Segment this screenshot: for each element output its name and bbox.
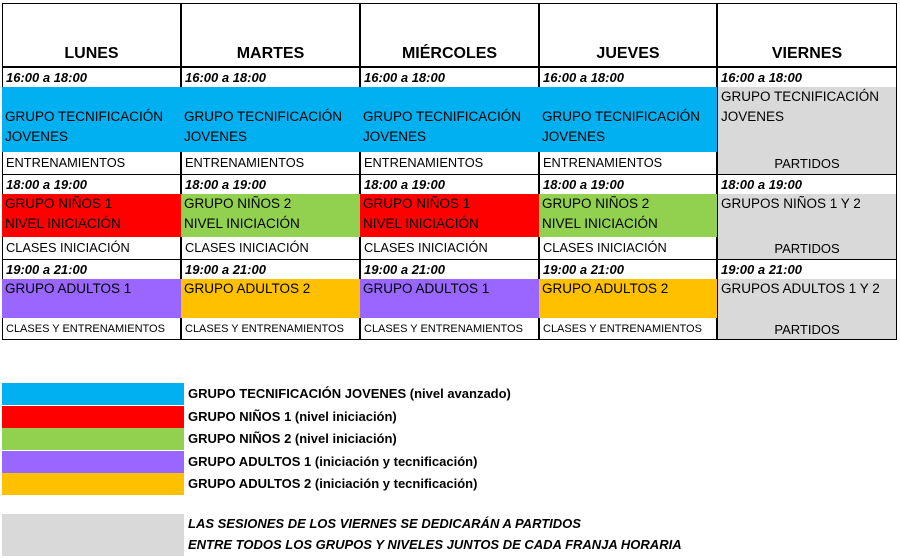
legend-item <box>2 383 682 405</box>
slot-time: 16:00 a 18:00 <box>2 67 181 87</box>
group-name-line: JOVENES <box>542 129 606 144</box>
group-name-line: GRUPO NIÑOS 1 <box>5 196 113 211</box>
group-name-line: GRUPO ADULTOS 1 <box>363 281 490 296</box>
group-block <box>2 87 181 152</box>
activity-label: ENTRENAMIENTOS <box>539 152 717 174</box>
friday-block <box>717 87 897 174</box>
group-name-line: JOVENES <box>363 129 427 144</box>
day-header: MIÉRCOLES <box>360 3 539 67</box>
activity-label: CLASES Y ENTRENAMIENTOS <box>360 318 539 340</box>
slot-time: 16:00 a 18:00 <box>181 67 360 87</box>
friday-block <box>717 194 897 259</box>
day-header: MARTES <box>181 3 360 67</box>
day-header: VIERNES <box>717 3 897 67</box>
day-header: JUEVES <box>539 3 717 67</box>
legend-label: GRUPO TECNIFICACIÓN JOVENES (nivel avanzado) <box>188 386 511 401</box>
legend-label: GRUPO NIÑOS 1 (nivel iniciación) <box>188 408 397 424</box>
slot-time: 18:00 a 19:00 <box>539 174 717 194</box>
group-name-line: GRUPO ADULTOS 1 <box>5 281 132 296</box>
friday-group <box>718 87 896 127</box>
group-block <box>539 279 717 318</box>
group-block <box>2 194 181 237</box>
slot-time: 18:00 a 19:00 <box>181 174 360 194</box>
group-name-line: GRUPO TECNIFICACIÓN <box>363 109 522 124</box>
group-block <box>360 194 539 237</box>
legend-label: GRUPO ADULTOS 2 (iniciación y tecnificación) <box>188 476 478 491</box>
slot-time: 18:00 a 19:00 <box>2 174 181 194</box>
friday-activity: PARTIDOS <box>774 241 840 256</box>
group-name-line: NIVEL INICIACIÓN <box>5 216 121 231</box>
group-name-line: JOVENES <box>721 109 785 124</box>
legend-swatch <box>2 406 184 428</box>
slot-time: 16:00 a 18:00 <box>717 67 897 87</box>
group-block <box>181 194 360 237</box>
day-column-2 <box>360 3 539 340</box>
day-column-0 <box>2 3 181 340</box>
group-name-line: JOVENES <box>5 129 69 144</box>
activity-label: CLASES INICIACIÓN <box>360 237 539 259</box>
group-name-line: NIVEL INICIACIÓN <box>542 216 658 231</box>
day-column-4 <box>717 3 897 340</box>
group-name-line: GRUPO TECNIFICACIÓN <box>5 109 164 124</box>
slot-time: 18:00 a 19:00 <box>360 174 539 194</box>
friday-group <box>718 194 896 214</box>
day-column-1 <box>181 3 360 340</box>
friday-group <box>718 279 896 299</box>
legend-label: GRUPO ADULTOS 1 (iniciación y tecnificación) <box>188 453 478 469</box>
group-name-line: JOVENES <box>184 129 248 144</box>
activity-label: ENTRENAMIENTOS <box>181 152 360 174</box>
group-block <box>181 87 360 152</box>
day-column-3 <box>539 3 717 340</box>
legend-item <box>2 406 682 428</box>
group-name-line: GRUPOS ADULTOS 1 Y 2 <box>721 281 880 296</box>
group-block <box>360 279 539 318</box>
group-name-line: GRUPO TECNIFICACIÓN <box>721 89 880 104</box>
slot-time: 19:00 a 21:00 <box>360 259 539 279</box>
group-name-line: NIVEL INICIACIÓN <box>363 216 479 231</box>
legend-item <box>2 428 682 450</box>
group-name-line: GRUPO TECNIFICACIÓN <box>184 109 343 124</box>
legend-swatch <box>2 473 184 495</box>
slot-time: 19:00 a 21:00 <box>539 259 717 279</box>
slot-time: 16:00 a 18:00 <box>360 67 539 87</box>
day-header: LUNES <box>2 3 181 67</box>
legend-swatch <box>2 383 184 405</box>
legend-item <box>2 451 682 473</box>
group-name-line: GRUPO ADULTOS 2 <box>184 281 311 296</box>
group-name-line: GRUPO NIÑOS 2 <box>542 196 650 211</box>
note-swatch <box>2 514 184 556</box>
friday-activity: PARTIDOS <box>774 156 840 171</box>
group-name-line: NIVEL INICIACIÓN <box>184 216 300 231</box>
slot-time: 19:00 a 21:00 <box>181 259 360 279</box>
group-block <box>360 87 539 152</box>
slot-time: 16:00 a 18:00 <box>539 67 717 87</box>
activity-label: CLASES Y ENTRENAMIENTOS <box>539 318 717 340</box>
friday-activity: PARTIDOS <box>774 322 840 337</box>
fridays-note <box>2 514 722 556</box>
group-block <box>181 279 360 318</box>
group-name-line: GRUPOS NIÑOS 1 Y 2 <box>721 196 861 211</box>
group-name-line: GRUPO ADULTOS 2 <box>542 281 669 296</box>
table-bottom-border <box>2 339 897 340</box>
group-block <box>2 279 181 318</box>
group-name-line: GRUPO NIÑOS 1 <box>363 196 471 211</box>
legend-label: GRUPO NIÑOS 2 (nivel iniciación) <box>188 431 397 446</box>
activity-label: CLASES INICIACIÓN <box>181 237 360 259</box>
note-line-1: LAS SESIONES DE LOS VIERNES SE DEDICARÁN A PARTIDOS <box>188 516 581 531</box>
group-name-line: GRUPO NIÑOS 2 <box>184 196 292 211</box>
group-name-line: GRUPO TECNIFICACIÓN <box>542 109 701 124</box>
activity-label: CLASES INICIACIÓN <box>539 237 717 259</box>
note-line-2: ENTRE TODOS LOS GRUPOS Y NIVELES JUNTOS DE CADA FRANJA HORARIA <box>188 537 682 552</box>
group-block <box>539 87 717 152</box>
legend-item <box>2 473 682 495</box>
group-block <box>539 194 717 237</box>
legend-swatch <box>2 428 184 450</box>
activity-label: ENTRENAMIENTOS <box>2 152 181 174</box>
activity-label: CLASES Y ENTRENAMIENTOS <box>181 318 360 340</box>
slot-time: 19:00 a 21:00 <box>717 259 897 279</box>
activity-label: CLASES INICIACIÓN <box>2 237 181 259</box>
activity-label: ENTRENAMIENTOS <box>360 152 539 174</box>
friday-block <box>717 279 897 340</box>
activity-label: CLASES Y ENTRENAMIENTOS <box>2 318 181 340</box>
schedule-table <box>2 3 897 340</box>
slot-time: 19:00 a 21:00 <box>2 259 181 279</box>
legend-swatch <box>2 451 184 473</box>
slot-time: 18:00 a 19:00 <box>717 174 897 194</box>
